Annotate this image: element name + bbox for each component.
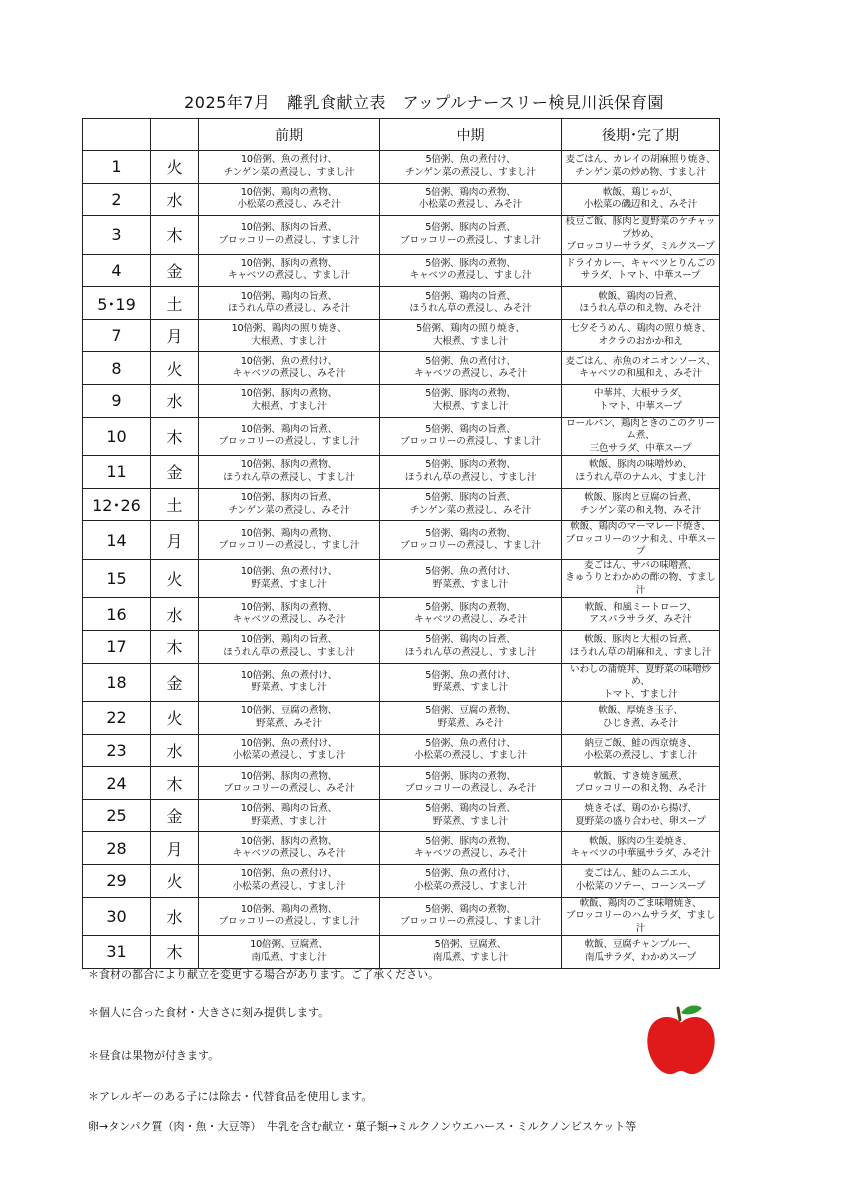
middle-stage-menu: 5倍粥、豚肉の煮物、 キャベツの煮浸し、みそ汁	[380, 832, 562, 865]
early-stage-menu: 10倍粥、魚の煮付け、 チンゲン菜の煮浸し、すまし汁	[199, 151, 380, 184]
weekday-cell: 金	[151, 456, 199, 489]
date-cell: 14	[83, 521, 151, 560]
date-cell: 3	[83, 216, 151, 255]
early-stage-menu: 10倍粥、豚肉の旨煮、 チンゲン菜の煮浸し、みそ汁	[199, 488, 380, 521]
middle-stage-menu: 5倍粥、鶏肉の旨煮、 ほうれん草の煮浸し、みそ汁	[380, 287, 562, 320]
date-cell: 4	[83, 254, 151, 287]
early-stage-menu: 10倍粥、鶏肉の煮物、 小松菜の煮浸し、みそ汁	[199, 183, 380, 216]
table-row	[83, 151, 720, 184]
late-stage-menu: 麦ごはん、カレイの胡麻照り焼き、 チンゲン菜の炒め物、すまし汁	[562, 151, 720, 184]
menu-table	[82, 118, 720, 969]
date-cell: 16	[83, 598, 151, 631]
middle-stage-menu: 5倍粥、豚肉の旨煮、 ブロッコリーの煮浸し、すまし汁	[380, 216, 562, 255]
late-stage-menu: いわしの蒲焼丼、夏野菜の味噌炒め、 トマト、すまし汁	[562, 663, 720, 702]
middle-stage-menu: 5倍粥、鶏肉の煮物、 ブロッコリーの煮浸し、すまし汁	[380, 521, 562, 560]
weekday-cell: 火	[151, 702, 199, 735]
weekday-cell: 土	[151, 287, 199, 320]
middle-stage-menu: 5倍粥、豆腐の煮物、 野菜煮、みそ汁	[380, 702, 562, 735]
header-row	[83, 119, 720, 151]
table-row	[83, 799, 720, 832]
apple-leaf	[681, 1005, 702, 1014]
middle-stage-menu: 5倍粥、魚の煮付け、 キャベツの煮浸し、みそ汁	[380, 352, 562, 385]
early-stage-menu: 10倍粥、鶏肉の照り焼き、 大根煮、すまし汁	[199, 319, 380, 352]
middle-stage-menu: 5倍粥、魚の煮付け、 小松菜の煮浸し、すまし汁	[380, 865, 562, 898]
middle-stage-menu: 5倍粥、豚肉の煮物、 キャベツの煮浸し、すまし汁	[380, 254, 562, 287]
late-stage-menu: 軟飯、豚肉の生姜焼き、 キャベツの中華風サラダ、みそ汁	[562, 832, 720, 865]
late-stage-menu: ロールパン、鶏肉ときのこのクリーム煮、 三色サラダ、中華スープ	[562, 417, 720, 456]
date-cell: 25	[83, 799, 151, 832]
late-stage-menu: 麦ごはん、サバの味噌煮、 きゅうりとわかめの酢の物、すまし汁	[562, 559, 720, 598]
weekday-cell: 木	[151, 630, 199, 663]
weekday-cell: 水	[151, 897, 199, 936]
note-change: ＊食材の都合により献立を変更する場合があります。ご了承ください。	[88, 968, 440, 981]
middle-stage-menu: 5倍粥、鶏肉の旨煮、 野菜煮、すまし汁	[380, 799, 562, 832]
late-stage-menu: 軟飯、厚焼き玉子、 ひじき煮、みそ汁	[562, 702, 720, 735]
weekday-cell: 月	[151, 319, 199, 352]
early-stage-menu: 10倍粥、豚肉の煮物、 大根煮、すまし汁	[199, 385, 380, 418]
weekday-cell: 水	[151, 385, 199, 418]
middle-stage-menu: 5倍粥、豚肉の旨煮、 チンゲン菜の煮浸し、みそ汁	[380, 488, 562, 521]
apple-icon	[642, 1000, 720, 1078]
late-stage-menu: 軟飯、鶏じゃが、 小松菜の磯辺和え、みそ汁	[562, 183, 720, 216]
table-row	[83, 456, 720, 489]
late-stage-menu: 軟飯、鶏肉のごま味噌焼き、 ブロッコリーのハムサラダ、すまし汁	[562, 897, 720, 936]
weekday-cell: 金	[151, 254, 199, 287]
early-stage-menu: 10倍粥、豚肉の煮物、 キャベツの煮浸し、みそ汁	[199, 832, 380, 865]
early-stage-menu: 10倍粥、鶏肉の旨煮、 ブロッコリーの煮浸し、すまし汁	[199, 417, 380, 456]
weekday-cell: 木	[151, 216, 199, 255]
weekday-cell: 火	[151, 151, 199, 184]
date-cell: 28	[83, 832, 151, 865]
weekday-cell: 水	[151, 734, 199, 767]
late-stage-menu: 軟飯、和風ミートローフ、 アスパラサラダ、みそ汁	[562, 598, 720, 631]
date-cell: 24	[83, 767, 151, 800]
late-stage-menu: 軟飯、すき焼き風煮、 ブロッコリーの和え物、みそ汁	[562, 767, 720, 800]
middle-stage-menu: 5倍粥、豚肉の煮物、 ほうれん草の煮浸し、すまし汁	[380, 456, 562, 489]
table-row	[83, 865, 720, 898]
table-row	[83, 630, 720, 663]
late-stage-menu: 七夕そうめん、鶏肉の照り焼き、 オクラのおかか和え	[562, 319, 720, 352]
note-cutting: ＊個人に合った食材・大きさに刻み提供します。	[88, 1006, 330, 1019]
weekday-cell: 火	[151, 352, 199, 385]
early-stage-menu: 10倍粥、豚肉の煮物、 ほうれん草の煮浸し、すまし汁	[199, 456, 380, 489]
table-row	[83, 767, 720, 800]
middle-stage-menu: 5倍粥、鶏肉の旨煮、 ブロッコリーの煮浸し、すまし汁	[380, 417, 562, 456]
date-cell: 10	[83, 417, 151, 456]
table-row	[83, 897, 720, 936]
middle-stage-menu: 5倍粥、鶏肉の煮物、 小松菜の煮浸し、みそ汁	[380, 183, 562, 216]
table-row	[83, 832, 720, 865]
early-stage-menu: 10倍粥、豚肉の煮物、 キャベツの煮浸し、すまし汁	[199, 254, 380, 287]
weekday-cell: 金	[151, 663, 199, 702]
late-stage-menu: 軟飯、鶏肉の旨煮、 ほうれん草の和え物、みそ汁	[562, 287, 720, 320]
table-row	[83, 559, 720, 598]
late-stage-menu: 中華丼、大根サラダ、 トマト、中華スープ	[562, 385, 720, 418]
table-row	[83, 417, 720, 456]
table-row	[83, 598, 720, 631]
date-cell: 17	[83, 630, 151, 663]
middle-stage-menu: 5倍粥、豆腐煮、 南瓜煮、すまし汁	[380, 936, 562, 969]
middle-stage-menu: 5倍粥、鶏肉の煮物、 ブロッコリーの煮浸し、すまし汁	[380, 897, 562, 936]
weekday-cell: 木	[151, 936, 199, 969]
table-row	[83, 216, 720, 255]
table-row	[83, 702, 720, 735]
note-allergy: ＊アレルギーのある子には除去・代替食品を使用します。	[88, 1090, 373, 1103]
date-cell: 22	[83, 702, 151, 735]
table-row	[83, 734, 720, 767]
apple-body	[647, 1017, 714, 1074]
date-cell: 23	[83, 734, 151, 767]
header-middle-stage: 中期	[380, 119, 562, 151]
date-cell: 30	[83, 897, 151, 936]
date-cell: 18	[83, 663, 151, 702]
date-cell: 8	[83, 352, 151, 385]
early-stage-menu: 10倍粥、鶏肉の煮物、 ブロッコリーの煮浸し、すまし汁	[199, 897, 380, 936]
weekday-cell: 水	[151, 183, 199, 216]
weekday-cell: 土	[151, 488, 199, 521]
apple-stem	[678, 1008, 680, 1020]
late-stage-menu: 軟飯、豆腐チャンプルー、 南瓜サラダ、わかめスープ	[562, 936, 720, 969]
date-cell: 11	[83, 456, 151, 489]
early-stage-menu: 10倍粥、魚の煮付け、 小松菜の煮浸し、すまし汁	[199, 865, 380, 898]
table-row	[83, 319, 720, 352]
table-row	[83, 488, 720, 521]
date-cell: 29	[83, 865, 151, 898]
early-stage-menu: 10倍粥、豚肉の旨煮、 ブロッコリーの煮浸し、すまし汁	[199, 216, 380, 255]
page-title: 2025年7月 離乳食献立表 アップルナースリー検見川浜保育園	[184, 93, 664, 112]
middle-stage-menu: 5倍粥、魚の煮付け、 野菜煮、すまし汁	[380, 559, 562, 598]
early-stage-menu: 10倍粥、豆腐の煮物、 野菜煮、みそ汁	[199, 702, 380, 735]
late-stage-menu: 軟飯、豚肉と豆腐の旨煮、 チンゲン菜の和え物、みそ汁	[562, 488, 720, 521]
late-stage-menu: ドライカレー、キャベツとりんごの サラダ、トマト、中華スープ	[562, 254, 720, 287]
table-row	[83, 183, 720, 216]
table-row	[83, 385, 720, 418]
middle-stage-menu: 5倍粥、鶏肉の照り焼き、 大根煮、すまし汁	[380, 319, 562, 352]
early-stage-menu: 10倍粥、鶏肉の旨煮、 野菜煮、すまし汁	[199, 799, 380, 832]
table-row	[83, 521, 720, 560]
late-stage-menu: 枝豆ご飯、豚肉と夏野菜のケチャップ炒め、 ブロッコリーサラダ、ミルクスープ	[562, 216, 720, 255]
date-cell: 1	[83, 151, 151, 184]
early-stage-menu: 10倍粥、魚の煮付け、 小松菜の煮浸し、すまし汁	[199, 734, 380, 767]
middle-stage-menu: 5倍粥、魚の煮付け、 小松菜の煮浸し、すまし汁	[380, 734, 562, 767]
date-cell: 2	[83, 183, 151, 216]
weekday-cell: 火	[151, 559, 199, 598]
table-row	[83, 663, 720, 702]
weekday-cell: 月	[151, 521, 199, 560]
early-stage-menu: 10倍粥、鶏肉の旨煮、 ほうれん草の煮浸し、すまし汁	[199, 630, 380, 663]
date-cell: 12･26	[83, 488, 151, 521]
header-date	[83, 119, 151, 151]
date-cell: 7	[83, 319, 151, 352]
weekday-cell: 月	[151, 832, 199, 865]
early-stage-menu: 10倍粥、鶏肉の旨煮、 ほうれん草の煮浸し、みそ汁	[199, 287, 380, 320]
late-stage-menu: 焼きそば、鶏のから揚げ、 夏野菜の盛り合わせ、卵スープ	[562, 799, 720, 832]
date-cell: 31	[83, 936, 151, 969]
weekday-cell: 木	[151, 767, 199, 800]
early-stage-menu: 10倍粥、魚の煮付け、 野菜煮、すまし汁	[199, 559, 380, 598]
header-day	[151, 119, 199, 151]
middle-stage-menu: 5倍粥、豚肉の煮物、 キャベツの煮浸し、みそ汁	[380, 598, 562, 631]
middle-stage-menu: 5倍粥、魚の煮付け、 チンゲン菜の煮浸し、すまし汁	[380, 151, 562, 184]
early-stage-menu: 10倍粥、魚の煮付け、 キャベツの煮浸し、みそ汁	[199, 352, 380, 385]
date-cell: 15	[83, 559, 151, 598]
early-stage-menu: 10倍粥、魚の煮付け、 野菜煮、すまし汁	[199, 663, 380, 702]
weekday-cell: 金	[151, 799, 199, 832]
note-fruit: ＊昼食は果物が付きます。	[88, 1049, 220, 1062]
early-stage-menu: 10倍粥、豆腐煮、 南瓜煮、すまし汁	[199, 936, 380, 969]
table-row	[83, 936, 720, 969]
late-stage-menu: 軟飯、豚肉と大根の旨煮、 ほうれん草の胡麻和え、すまし汁	[562, 630, 720, 663]
header-early-stage: 前期	[199, 119, 380, 151]
early-stage-menu: 10倍粥、豚肉の煮物、 キャベツの煮浸し、みそ汁	[199, 598, 380, 631]
date-cell: 5･19	[83, 287, 151, 320]
weekday-cell: 木	[151, 417, 199, 456]
allergy-substitutes: 卵→タンパク質（肉・魚・大豆等） 牛乳を含む献立・菓子類→ミルクノンウエハース・ミルクノンビスケット等	[88, 1120, 637, 1133]
weekday-cell: 水	[151, 598, 199, 631]
middle-stage-menu: 5倍粥、豚肉の煮物、 大根煮、すまし汁	[380, 385, 562, 418]
middle-stage-menu: 5倍粥、豚肉の煮物、 ブロッコリーの煮浸し、みそ汁	[380, 767, 562, 800]
late-stage-menu: 麦ごはん、赤魚のオニオンソース、 キャベツの和風和え、みそ汁	[562, 352, 720, 385]
late-stage-menu: 麦ごはん、鮭のムニエル、 小松菜のソテー、コーンスープ	[562, 865, 720, 898]
middle-stage-menu: 5倍粥、魚の煮付け、 野菜煮、すまし汁	[380, 663, 562, 702]
table-row	[83, 287, 720, 320]
weekday-cell: 火	[151, 865, 199, 898]
early-stage-menu: 10倍粥、豚肉の煮物、 ブロッコリーの煮浸し、みそ汁	[199, 767, 380, 800]
late-stage-menu: 軟飯、鶏肉のマーマレード焼き、 ブロッコリーのツナ和え、中華スープ	[562, 521, 720, 560]
early-stage-menu: 10倍粥、鶏肉の煮物、 ブロッコリーの煮浸し、すまし汁	[199, 521, 380, 560]
late-stage-menu: 軟飯、豚肉の味噌炒め、 ほうれん草のナムル、すまし汁	[562, 456, 720, 489]
table-row	[83, 254, 720, 287]
middle-stage-menu: 5倍粥、鶏肉の旨煮、 ほうれん草の煮浸し、すまし汁	[380, 630, 562, 663]
header-late-stage: 後期･完了期	[562, 119, 720, 151]
late-stage-menu: 納豆ご飯、鮭の西京焼き、 小松菜の煮浸し、すまし汁	[562, 734, 720, 767]
date-cell: 9	[83, 385, 151, 418]
table-row	[83, 352, 720, 385]
